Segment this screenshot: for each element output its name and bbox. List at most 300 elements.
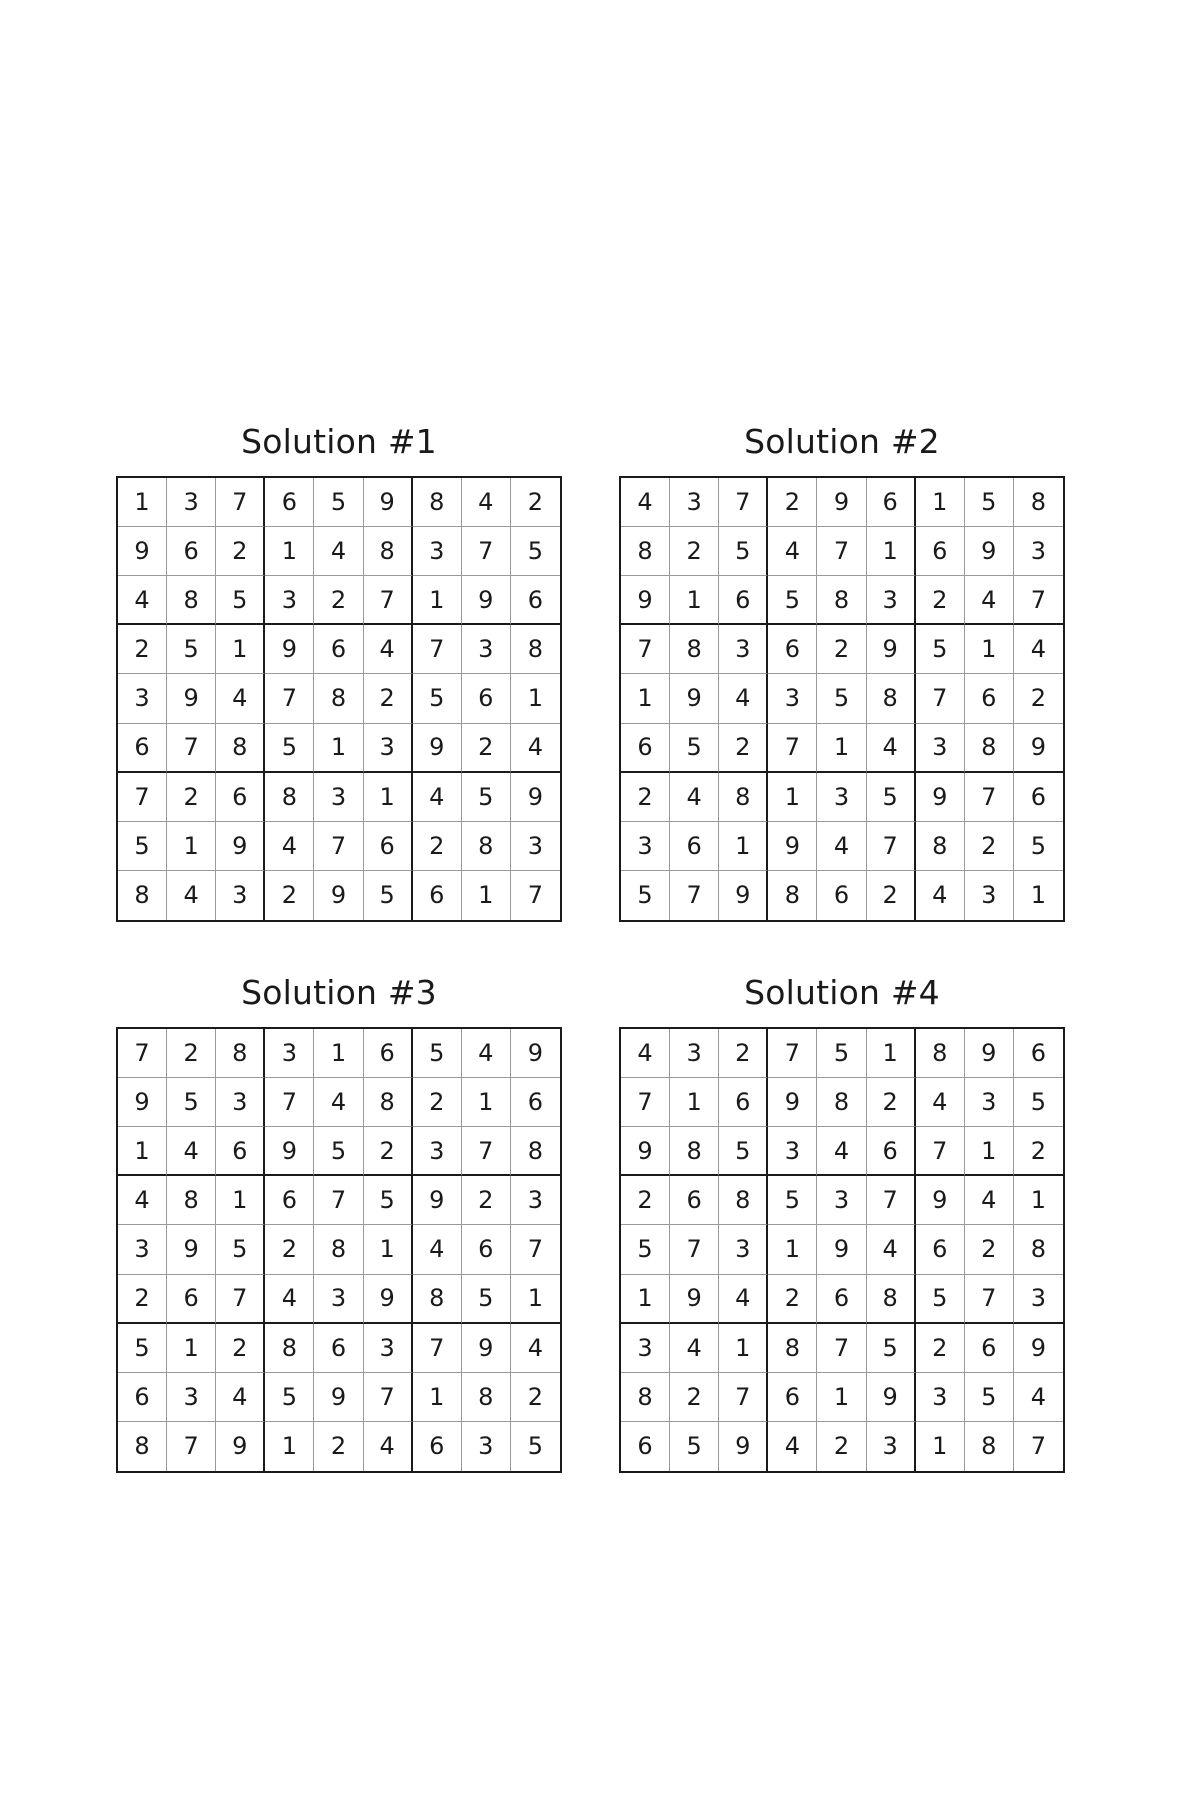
sudoku-cell: 4 (965, 1176, 1014, 1225)
sudoku-cell: 1 (768, 1225, 817, 1274)
sudoku-cell: 3 (511, 1176, 560, 1225)
sudoku-cell: 2 (462, 724, 511, 773)
sudoku-cell: 2 (364, 1127, 413, 1176)
puzzle-title: Solution #2 (744, 422, 940, 461)
sudoku-cell: 5 (265, 724, 314, 773)
sudoku-cell: 2 (511, 478, 560, 527)
sudoku-cell: 3 (719, 1225, 768, 1274)
sudoku-cell: 8 (621, 527, 670, 576)
sudoku-cell: 1 (768, 773, 817, 822)
sudoku-cell: 6 (511, 1078, 560, 1127)
sudoku-cell: 4 (719, 674, 768, 723)
sudoku-cell: 6 (768, 625, 817, 674)
sudoku-cell: 5 (511, 527, 560, 576)
sudoku-cell: 1 (364, 773, 413, 822)
sudoku-cell: 6 (413, 871, 462, 920)
sudoku-cell: 4 (1014, 1373, 1063, 1422)
sudoku-cell: 8 (364, 1078, 413, 1127)
sudoku-cell: 9 (265, 625, 314, 674)
sudoku-cell: 6 (1014, 1029, 1063, 1078)
sudoku-cell: 3 (817, 1176, 866, 1225)
sudoku-cell: 2 (413, 822, 462, 871)
sudoku-cell: 7 (314, 1176, 363, 1225)
sudoku-cell: 8 (916, 822, 965, 871)
sudoku-cell: 1 (462, 1078, 511, 1127)
sudoku-cell: 5 (670, 724, 719, 773)
sudoku-cell: 9 (511, 773, 560, 822)
sudoku-cell: 3 (817, 773, 866, 822)
sudoku-cell: 7 (817, 527, 866, 576)
sudoku-cell: 9 (118, 527, 167, 576)
sudoku-cell: 3 (314, 1275, 363, 1324)
sudoku-cell: 3 (265, 1029, 314, 1078)
sudoku-cell: 8 (768, 1324, 817, 1373)
sudoku-cell: 5 (364, 1176, 413, 1225)
sudoku-cell: 7 (413, 625, 462, 674)
sudoku-cell: 6 (462, 674, 511, 723)
sudoku-cell: 6 (965, 674, 1014, 723)
sudoku-cell: 1 (916, 1422, 965, 1471)
sudoku-cell: 3 (719, 625, 768, 674)
sudoku-cell: 7 (916, 674, 965, 723)
sudoku-cell: 2 (867, 1078, 916, 1127)
sudoku-cell: 9 (1014, 724, 1063, 773)
sudoku-cell: 1 (413, 1373, 462, 1422)
sudoku-cell: 7 (527, 881, 544, 910)
sudoku-cell: 1 (621, 1275, 670, 1324)
sudoku-cell: 7 (670, 1225, 719, 1274)
sudoku-cell: 9 (768, 822, 817, 871)
sudoku-cell: 5 (118, 1324, 167, 1373)
sudoku-cell: 7 (314, 822, 363, 871)
sudoku-cell: 6 (265, 478, 314, 527)
sudoku-cell: 7 (1030, 1432, 1047, 1461)
sudoku-cell: 6 (265, 1176, 314, 1225)
sudoku-cell: 7 (867, 822, 916, 871)
sudoku-cell: 7 (265, 1078, 314, 1127)
sudoku-cell: 2 (462, 1176, 511, 1225)
sudoku-cell: 4 (167, 871, 216, 920)
sudoku-cell: 9 (216, 822, 265, 871)
sudoku-cell: 3 (216, 1078, 265, 1127)
sudoku-cell: 2 (364, 674, 413, 723)
sudoku-cell: 9 (916, 773, 965, 822)
sudoku-cell: 8 (462, 1373, 511, 1422)
sudoku-cell: 1 (265, 1422, 314, 1471)
sudoku-cell: 7 (216, 478, 265, 527)
sudoku-cell: 1 (364, 1225, 413, 1274)
sudoku-cell: 5 (167, 1078, 216, 1127)
sudoku-cell: 5 (719, 527, 768, 576)
sudoku-cell: 1 (314, 1029, 363, 1078)
sudoku-cell: 9 (719, 1422, 768, 1471)
sudoku-cell: 8 (216, 1029, 265, 1078)
sudoku-cell: 5 (314, 1127, 363, 1176)
sudoku-cell: 9 (118, 1078, 167, 1127)
sudoku-cell: 4 (867, 724, 916, 773)
sudoku-cell: 8 (413, 478, 462, 527)
sudoku-cell: 6 (364, 1029, 413, 1078)
sudoku-cell: 5 (216, 1225, 265, 1274)
sudoku-cell: 2 (413, 1078, 462, 1127)
sudoku-cell: 9 (462, 576, 511, 625)
sudoku-cell: 9 (670, 674, 719, 723)
sudoku-cell: 9 (167, 674, 216, 723)
sudoku-cell: 3 (314, 773, 363, 822)
sudoku-cell: 2 (867, 871, 916, 920)
sudoku-cell: 1 (817, 724, 866, 773)
sudoku-cell: 4 (364, 1422, 413, 1471)
sudoku-cell: 2 (621, 1176, 670, 1225)
sudoku-cell: 1 (167, 1324, 216, 1373)
sudoku-cell: 7 (670, 871, 719, 920)
sudoku-cell: 9 (1014, 1324, 1063, 1373)
sudoku-cell: 7 (621, 625, 670, 674)
sudoku-cell: 5 (314, 478, 363, 527)
sudoku-cell: 3 (462, 1422, 511, 1471)
sudoku-cell: 6 (916, 1225, 965, 1274)
sudoku-cell: 5 (216, 576, 265, 625)
sudoku-cell: 3 (216, 871, 265, 920)
sudoku-cell: 8 (670, 625, 719, 674)
sudoku-cell: 6 (167, 527, 216, 576)
puzzle-title: Solution #4 (744, 973, 940, 1012)
sudoku-cell: 5 (817, 674, 866, 723)
sudoku-cell: 3 (364, 724, 413, 773)
sudoku-cell: 7 (511, 1225, 560, 1274)
sudoku-cell: 4 (916, 1078, 965, 1127)
sudoku-cell: 6 (118, 1373, 167, 1422)
sudoku-cell: 5 (719, 1127, 768, 1176)
sudoku-cell: 3 (965, 871, 1014, 920)
sudoku-cell: 2 (1014, 1127, 1063, 1176)
sudoku-cell: 7 (167, 1422, 216, 1471)
sudoku-cell: 2 (511, 1373, 560, 1422)
sudoku-cell: 5 (817, 1029, 866, 1078)
sudoku-cell: 6 (817, 1275, 866, 1324)
sudoku-cell: 2 (621, 773, 670, 822)
sudoku-cell: 2 (314, 576, 363, 625)
sudoku-cell: 9 (817, 1225, 866, 1274)
sudoku-cell: 3 (1014, 1275, 1063, 1324)
sudoku-cell: 3 (265, 576, 314, 625)
sudoku-cell: 6 (216, 773, 265, 822)
sudoku-cell: 6 (167, 1275, 216, 1324)
sudoku-cell: 1 (167, 822, 216, 871)
sudoku-cell: 2 (965, 822, 1014, 871)
sudoku-cell: 3 (867, 1422, 916, 1471)
sudoku-cell: 7 (719, 1373, 768, 1422)
sudoku-grid (116, 1027, 562, 1473)
sudoku-cell: 4 (621, 1029, 670, 1078)
sudoku-cell: 9 (916, 1176, 965, 1225)
sudoku-cell: 8 (621, 1373, 670, 1422)
sudoku-cell: 8 (670, 1127, 719, 1176)
sudoku-cell: 1 (719, 1324, 768, 1373)
sudoku-cell: 6 (916, 527, 965, 576)
sudoku-cell: 7 (118, 1029, 167, 1078)
sudoku-cell: 3 (167, 1373, 216, 1422)
sudoku-cell: 5 (867, 1324, 916, 1373)
sudoku-cell: 8 (1014, 478, 1063, 527)
sudoku-cell: 4 (413, 1225, 462, 1274)
sudoku-cell: 8 (719, 1176, 768, 1225)
sudoku-cell: 3 (768, 1127, 817, 1176)
sudoku-cell: 3 (413, 527, 462, 576)
sudoku-cell: 8 (768, 871, 817, 920)
sudoku-cell: 7 (916, 1127, 965, 1176)
sudoku-cell: 7 (719, 478, 768, 527)
sudoku-cell: 8 (314, 674, 363, 723)
sudoku-cell: 5 (118, 822, 167, 871)
sudoku-cell: 4 (916, 871, 965, 920)
sudoku-cell: 2 (768, 1275, 817, 1324)
sudoku-cell: 5 (670, 1422, 719, 1471)
sudoku-cell: 6 (364, 822, 413, 871)
sudoku-cell: 7 (167, 724, 216, 773)
sudoku-cell: 1 (511, 674, 560, 723)
sudoku-cell: 4 (670, 1324, 719, 1373)
sudoku-cell: 5 (413, 674, 462, 723)
sudoku-cell: 4 (1014, 625, 1063, 674)
sudoku-cell: 4 (621, 478, 670, 527)
sudoku-cell: 4 (167, 1127, 216, 1176)
sudoku-cell: 2 (216, 527, 265, 576)
sudoku-cell: 9 (965, 527, 1014, 576)
sudoku-cell: 6 (511, 576, 560, 625)
sudoku-cell: 3 (413, 1127, 462, 1176)
sudoku-cell: 4 (511, 724, 560, 773)
sudoku-cell: 6 (621, 1422, 670, 1471)
sudoku-cell: 4 (867, 1225, 916, 1274)
sudoku-cell: 8 (965, 1422, 1014, 1471)
sudoku-cell: 6 (1014, 773, 1063, 822)
sudoku-cell: 2 (265, 1225, 314, 1274)
sudoku-cell: 4 (462, 478, 511, 527)
sudoku-cell: 5 (527, 1432, 544, 1461)
sudoku-cell: 2 (916, 1324, 965, 1373)
sudoku-cell: 7 (965, 773, 1014, 822)
sudoku-cell: 2 (118, 1275, 167, 1324)
sudoku-cell: 9 (867, 1373, 916, 1422)
sudoku-cell: 7 (364, 1373, 413, 1422)
sudoku-cell: 3 (621, 1324, 670, 1373)
sudoku-cell: 9 (511, 1029, 560, 1078)
sudoku-cell: 5 (768, 1176, 817, 1225)
sudoku-cell: 9 (413, 1176, 462, 1225)
sudoku-cell: 5 (462, 1275, 511, 1324)
sudoku-cell: 2 (216, 1324, 265, 1373)
sudoku-cell: 5 (621, 1225, 670, 1274)
sudoku-cell: 4 (462, 1029, 511, 1078)
sudoku-cell: 8 (867, 674, 916, 723)
sudoku-cell: 1 (118, 478, 167, 527)
sudoku-cell: 6 (768, 1373, 817, 1422)
sudoku-cell: 8 (462, 822, 511, 871)
sudoku-cell: 5 (413, 1029, 462, 1078)
sudoku-cell: 2 (817, 625, 866, 674)
sudoku-cell: 4 (216, 674, 265, 723)
sudoku-cell: 4 (817, 1127, 866, 1176)
sudoku-cell: 6 (867, 1127, 916, 1176)
sudoku-cell: 9 (364, 478, 413, 527)
sudoku-cell: 4 (817, 822, 866, 871)
sudoku-cell: 3 (1014, 527, 1063, 576)
sudoku-cell: 8 (118, 1422, 167, 1471)
sudoku-cell: 2 (768, 478, 817, 527)
sudoku-cell: 1 (670, 576, 719, 625)
sudoku-cell: 5 (916, 625, 965, 674)
sudoku-cell: 4 (118, 576, 167, 625)
sudoku-cell: 8 (314, 1225, 363, 1274)
sudoku-cell: 8 (511, 625, 560, 674)
sudoku-cell: 7 (118, 773, 167, 822)
sudoku-cell: 7 (817, 1324, 866, 1373)
sudoku-cell: 5 (265, 1373, 314, 1422)
sudoku-cell: 2 (719, 724, 768, 773)
sudoku-cell: 8 (719, 773, 768, 822)
sudoku-cell: 7 (621, 1078, 670, 1127)
sudoku-cell: 7 (965, 1275, 1014, 1324)
sudoku-cell: 6 (216, 1127, 265, 1176)
sudoku-cell: 2 (314, 1422, 363, 1471)
sudoku-cell: 3 (621, 822, 670, 871)
sudoku-cell: 9 (965, 1029, 1014, 1078)
sudoku-cell: 8 (817, 1078, 866, 1127)
sudoku-cell: 1 (216, 625, 265, 674)
sudoku-cell: 2 (965, 1225, 1014, 1274)
sudoku-cell: 3 (511, 822, 560, 871)
sudoku-cell: 1 (965, 1127, 1014, 1176)
sudoku-cell: 7 (462, 1127, 511, 1176)
sudoku-cell: 4 (314, 527, 363, 576)
sudoku-cell: 3 (118, 674, 167, 723)
sudoku-cell: 3 (167, 478, 216, 527)
sudoku-cell: 7 (462, 527, 511, 576)
sudoku-cell: 2 (118, 625, 167, 674)
sudoku-cell: 1 (867, 527, 916, 576)
sudoku-cell: 7 (867, 1176, 916, 1225)
sudoku-cell: 9 (621, 576, 670, 625)
sudoku-cell: 5 (462, 773, 511, 822)
sudoku-cell: 6 (413, 1422, 462, 1471)
sudoku-cell: 8 (167, 576, 216, 625)
sudoku-cell: 6 (719, 576, 768, 625)
sudoku-cell: 9 (867, 625, 916, 674)
sudoku-cell: 1 (719, 822, 768, 871)
sudoku-cell: 4 (768, 1422, 817, 1471)
sudoku-cell: 9 (167, 1225, 216, 1274)
sudoku-cell: 2 (167, 1029, 216, 1078)
sudoku-cell: 8 (216, 724, 265, 773)
sudoku-cell: 9 (413, 724, 462, 773)
sudoku-cell: 3 (916, 724, 965, 773)
sudoku-cell: 6 (670, 1176, 719, 1225)
sudoku-cell: 4 (314, 1078, 363, 1127)
sudoku-cell: 4 (511, 1324, 560, 1373)
puzzle-title: Solution #3 (241, 973, 437, 1012)
sudoku-cell: 5 (167, 625, 216, 674)
sudoku-cell: 3 (462, 625, 511, 674)
sudoku-cell: 6 (462, 1225, 511, 1274)
sudoku-cell: 9 (216, 1422, 265, 1471)
sudoku-cell: 5 (965, 478, 1014, 527)
sudoku-cell: 7 (364, 576, 413, 625)
sudoku-cell: 4 (719, 1275, 768, 1324)
sudoku-cell: 2 (719, 1029, 768, 1078)
sudoku-cell: 6 (670, 822, 719, 871)
sudoku-cell: 2 (265, 871, 314, 920)
sudoku-cell: 3 (670, 478, 719, 527)
sudoku-cell: 7 (413, 1324, 462, 1373)
sudoku-cell: 3 (670, 1029, 719, 1078)
sudoku-cell: 8 (364, 527, 413, 576)
sudoku-cell: 2 (1014, 674, 1063, 723)
sudoku-cell: 2 (167, 773, 216, 822)
sudoku-cell: 9 (364, 1275, 413, 1324)
sudoku-cell: 4 (364, 625, 413, 674)
sudoku-cell: 5 (916, 1275, 965, 1324)
sudoku-cell: 1 (314, 724, 363, 773)
sudoku-cell: 8 (867, 1275, 916, 1324)
sudoku-cell: 6 (314, 1324, 363, 1373)
sudoku-cell: 9 (265, 1127, 314, 1176)
sudoku-cell: 7 (216, 1275, 265, 1324)
sudoku-cell: 7 (1014, 576, 1063, 625)
sudoku-cell: 7 (265, 674, 314, 723)
sudoku-cell: 9 (621, 1127, 670, 1176)
sudoku-cell: 4 (965, 576, 1014, 625)
sudoku-cell: 4 (118, 1176, 167, 1225)
sudoku-cell: 8 (965, 724, 1014, 773)
sudoku-cell: 1 (965, 625, 1014, 674)
sudoku-grid (619, 476, 1065, 922)
sudoku-cell: 1 (511, 1275, 560, 1324)
sudoku-cell: 6 (867, 478, 916, 527)
sudoku-cell: 1 (1030, 881, 1047, 910)
sudoku-cell: 4 (216, 1373, 265, 1422)
sudoku-cell: 9 (462, 1324, 511, 1373)
sudoku-cell: 7 (768, 1029, 817, 1078)
sudoku-cell: 6 (621, 724, 670, 773)
sudoku-cell: 4 (413, 773, 462, 822)
sudoku-cell: 9 (314, 1373, 363, 1422)
sudoku-cell: 5 (1014, 1078, 1063, 1127)
sudoku-cell: 3 (916, 1373, 965, 1422)
sudoku-grid (619, 1027, 1065, 1473)
sudoku-cell: 1 (1014, 1176, 1063, 1225)
sudoku-cell: 1 (413, 576, 462, 625)
sudoku-cell: 1 (867, 1029, 916, 1078)
sudoku-cell: 5 (364, 871, 413, 920)
sudoku-cell: 8 (413, 1275, 462, 1324)
sudoku-cell: 1 (216, 1176, 265, 1225)
sudoku-cell: 1 (118, 1127, 167, 1176)
sudoku-cell: 4 (670, 773, 719, 822)
sudoku-cell: 5 (867, 773, 916, 822)
sudoku-cell: 4 (265, 822, 314, 871)
sudoku-cell: 1 (916, 478, 965, 527)
sudoku-cell: 3 (768, 674, 817, 723)
sudoku-cell: 3 (965, 1078, 1014, 1127)
sudoku-cell: 5 (1014, 822, 1063, 871)
sudoku-cell: 4 (768, 527, 817, 576)
sudoku-cell: 6 (314, 625, 363, 674)
sudoku-cell: 2 (817, 1422, 866, 1471)
sudoku-cell: 8 (916, 1029, 965, 1078)
sudoku-cell: 1 (621, 674, 670, 723)
sudoku-cell: 5 (768, 576, 817, 625)
